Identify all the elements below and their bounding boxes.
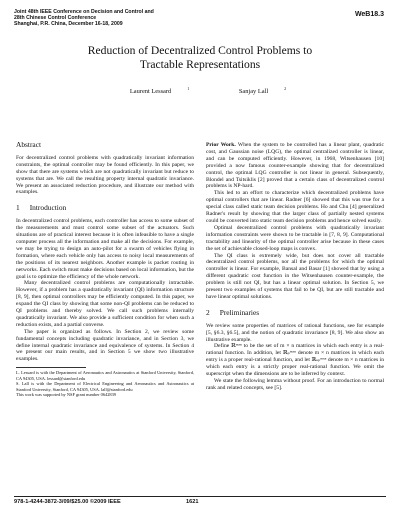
conference-line-1: Joint 48th IEEE Conference on Decision and Control and bbox=[14, 9, 154, 15]
intro-number: 1 bbox=[16, 203, 20, 213]
page-number: 1621 bbox=[186, 499, 199, 505]
prelim-paragraph-3: We state the following lemma without proof. For an introduction to normal rank and related concepts, see [5]. bbox=[206, 378, 384, 391]
author-1-footnote-mark: 1 bbox=[187, 86, 190, 91]
conference-header bbox=[14, 9, 154, 28]
prior-work-paragraph-3: Optimal decentralized control problems with quadratically invariant information constraints were shown to be tractable in [7, 8, 9]. Computational tractability and linearity of the optimal controller arise because in these cases the set of achievable closed-loop maps is convex. bbox=[206, 224, 384, 252]
author-1 bbox=[114, 88, 189, 95]
abstract-text: For decentralized control problems with quadratically invariant information constraints, the optimal controller may be found efficiently. In this paper, we show that there are systems which are not quadratically invariant but reduce to systems that are. We call the resulting property internal quadratic invariance. We present an associated reduction procedure, and illustrate our method with examples. bbox=[16, 154, 194, 196]
prelim-number: 2 bbox=[206, 307, 210, 317]
prior-work-paragraph-4: The QI class is extremely wide, but does not cover all tractable decentralized control problems, nor all the problems for which the optimal controller is linear. For example, Bansal and Basar [1] showed that by using a different quadratic cost function in the Witsenhausen counter-example, the problem is still not QI, but has a linear optimal solution. In Section 5, we present two examples of systems that fail to be QI, but are still tractable and have linear optimal solutions. bbox=[206, 252, 384, 300]
prior-work-heading: Prior Work. bbox=[206, 142, 236, 148]
footnote-2: S. Lall is with the Department of Electrical Engineering and Aeronautics and Astronautics at Stanford University, Stanford, CA 94305, USA. lall@stanford.edu bbox=[16, 381, 194, 392]
intro-paragraph-2: Many decentralized control problems are computationally intractable. However, if a problem has a quadratically invariant (QI) information structure [8, 9], then optimal controllers may be efficiently computed. In this paper, we expand the QI class by showing that some non-QI problems can be reduced to QI problems and thereby solved. We call such problems internally quadratically invariant. We also provide a sufficient condition for when such a reduction exists, and a partial converse. bbox=[16, 280, 194, 328]
prior-work-paragraph-2: This led to an effort to characterize which decentralized problems have optimal controllers that are linear. Radner [6] showed that this was true for a special class called static team decision problems. Ho and Chu [4] generalized Radner's result by showing that the larger class of partially nested systems could be converted into static team decision problems and hence solved easily. bbox=[206, 190, 384, 224]
author-list bbox=[0, 86, 400, 95]
prelim-paragraph-2: Define ℝᵐˣⁿ to be the set of m × n matrices in which each entry is a real-rational function. In addition, let ℝₚᵐˣⁿ denote m × n matrices in which each entry is a proper real-rational function, and let ℝₛₚᵐˣⁿ denote m × n matrices in which each entry is a strictly proper real-rational function. We omit the superscript when the dimensions are to be inferred by context. bbox=[206, 343, 384, 378]
footnote-1: L. Lessard is with the Department of Aeronautics and Astronautics at Stanford University, Stanford, CA 94305, USA. lessard@stanford.edu bbox=[16, 370, 194, 381]
paper-title bbox=[40, 44, 360, 72]
intro-title: Introduction bbox=[29, 203, 67, 213]
footnote-rule bbox=[16, 367, 86, 368]
footnote-3: This work was supported by NSF grant number 0642839 bbox=[16, 391, 117, 397]
prelim-paragraph-1: We review some properties of matrices of rational functions, see for example [5, §6.3, §6.5], and the notion of quadratic invariance [8, 9]. We also show an illustrative example. bbox=[206, 322, 384, 343]
conference-line-2: 28th Chinese Control Conference bbox=[14, 15, 97, 22]
right-column bbox=[206, 142, 384, 392]
author-1-name: Laurent Lessard bbox=[129, 88, 172, 96]
intro-heading bbox=[16, 205, 194, 212]
title-line-2: Tractable Representations bbox=[139, 58, 261, 71]
conference-line-3: Shanghai, P.R. China, December 16-18, 2009 bbox=[14, 21, 123, 28]
author-2-footnote-mark: 2 bbox=[284, 86, 287, 91]
prior-work-text-1: When the system to be controlled has a linear plant, quadratic cost, and Gaussian noise (LQG), the optimal centralized controller is linear, and can be computed efficiently. However, in 1968, Witsenhausen [10] provided a now famous counter-example showing that for decentralized control, the optimal LQG controller is not linear in general. Subsequently, Blondel and Tsitsiklis [2] proved that a certain class of decentralized control problems is NP-hard. bbox=[206, 142, 384, 190]
intro-paragraph-1: In decentralized control problems, each controller has access to some subset of the measurements and must control some subset of the actuators. Such situations are of practical interest because it is often infeasible to have a single computer process all the information and make all the decisions. For example, we may be trying to design an auto-pilot for a swarm of vehicles flying in formation, where each vehicle only has access to noisy local measurements of the positions of its nearest neighbors. Another example is packet routing in networks. Each switch must make decisions based on local information, but the goal is to optimize the efficiency of the whole network. bbox=[16, 218, 194, 280]
author-2 bbox=[223, 88, 286, 95]
intro-paragraph-3: The paper is organized as follows. In Section 2, we review some fundamental concepts including quadratic invariance, and in Section 3, we define internal quadratic invariance and equivalence of systems. In Section 4 we present our main results, and in Section 5 we show two illustrative examples. bbox=[16, 328, 194, 363]
session-code: WeB18.3 bbox=[354, 11, 384, 18]
prior-work-paragraph-1 bbox=[206, 142, 384, 190]
title-line-1: Reduction of Decentralized Control Problems to bbox=[87, 44, 313, 57]
footer-rule bbox=[14, 496, 386, 497]
left-column bbox=[16, 142, 194, 397]
author-2-name: Sanjay Lall bbox=[238, 88, 269, 96]
prelim-title: Preliminaries bbox=[219, 307, 260, 317]
abstract-heading: Abstract bbox=[16, 140, 42, 149]
prelim-heading bbox=[206, 307, 384, 317]
isbn-footer: 978-1-4244-3872-3/09/$25.00 ©2009 IEEE bbox=[14, 499, 121, 505]
